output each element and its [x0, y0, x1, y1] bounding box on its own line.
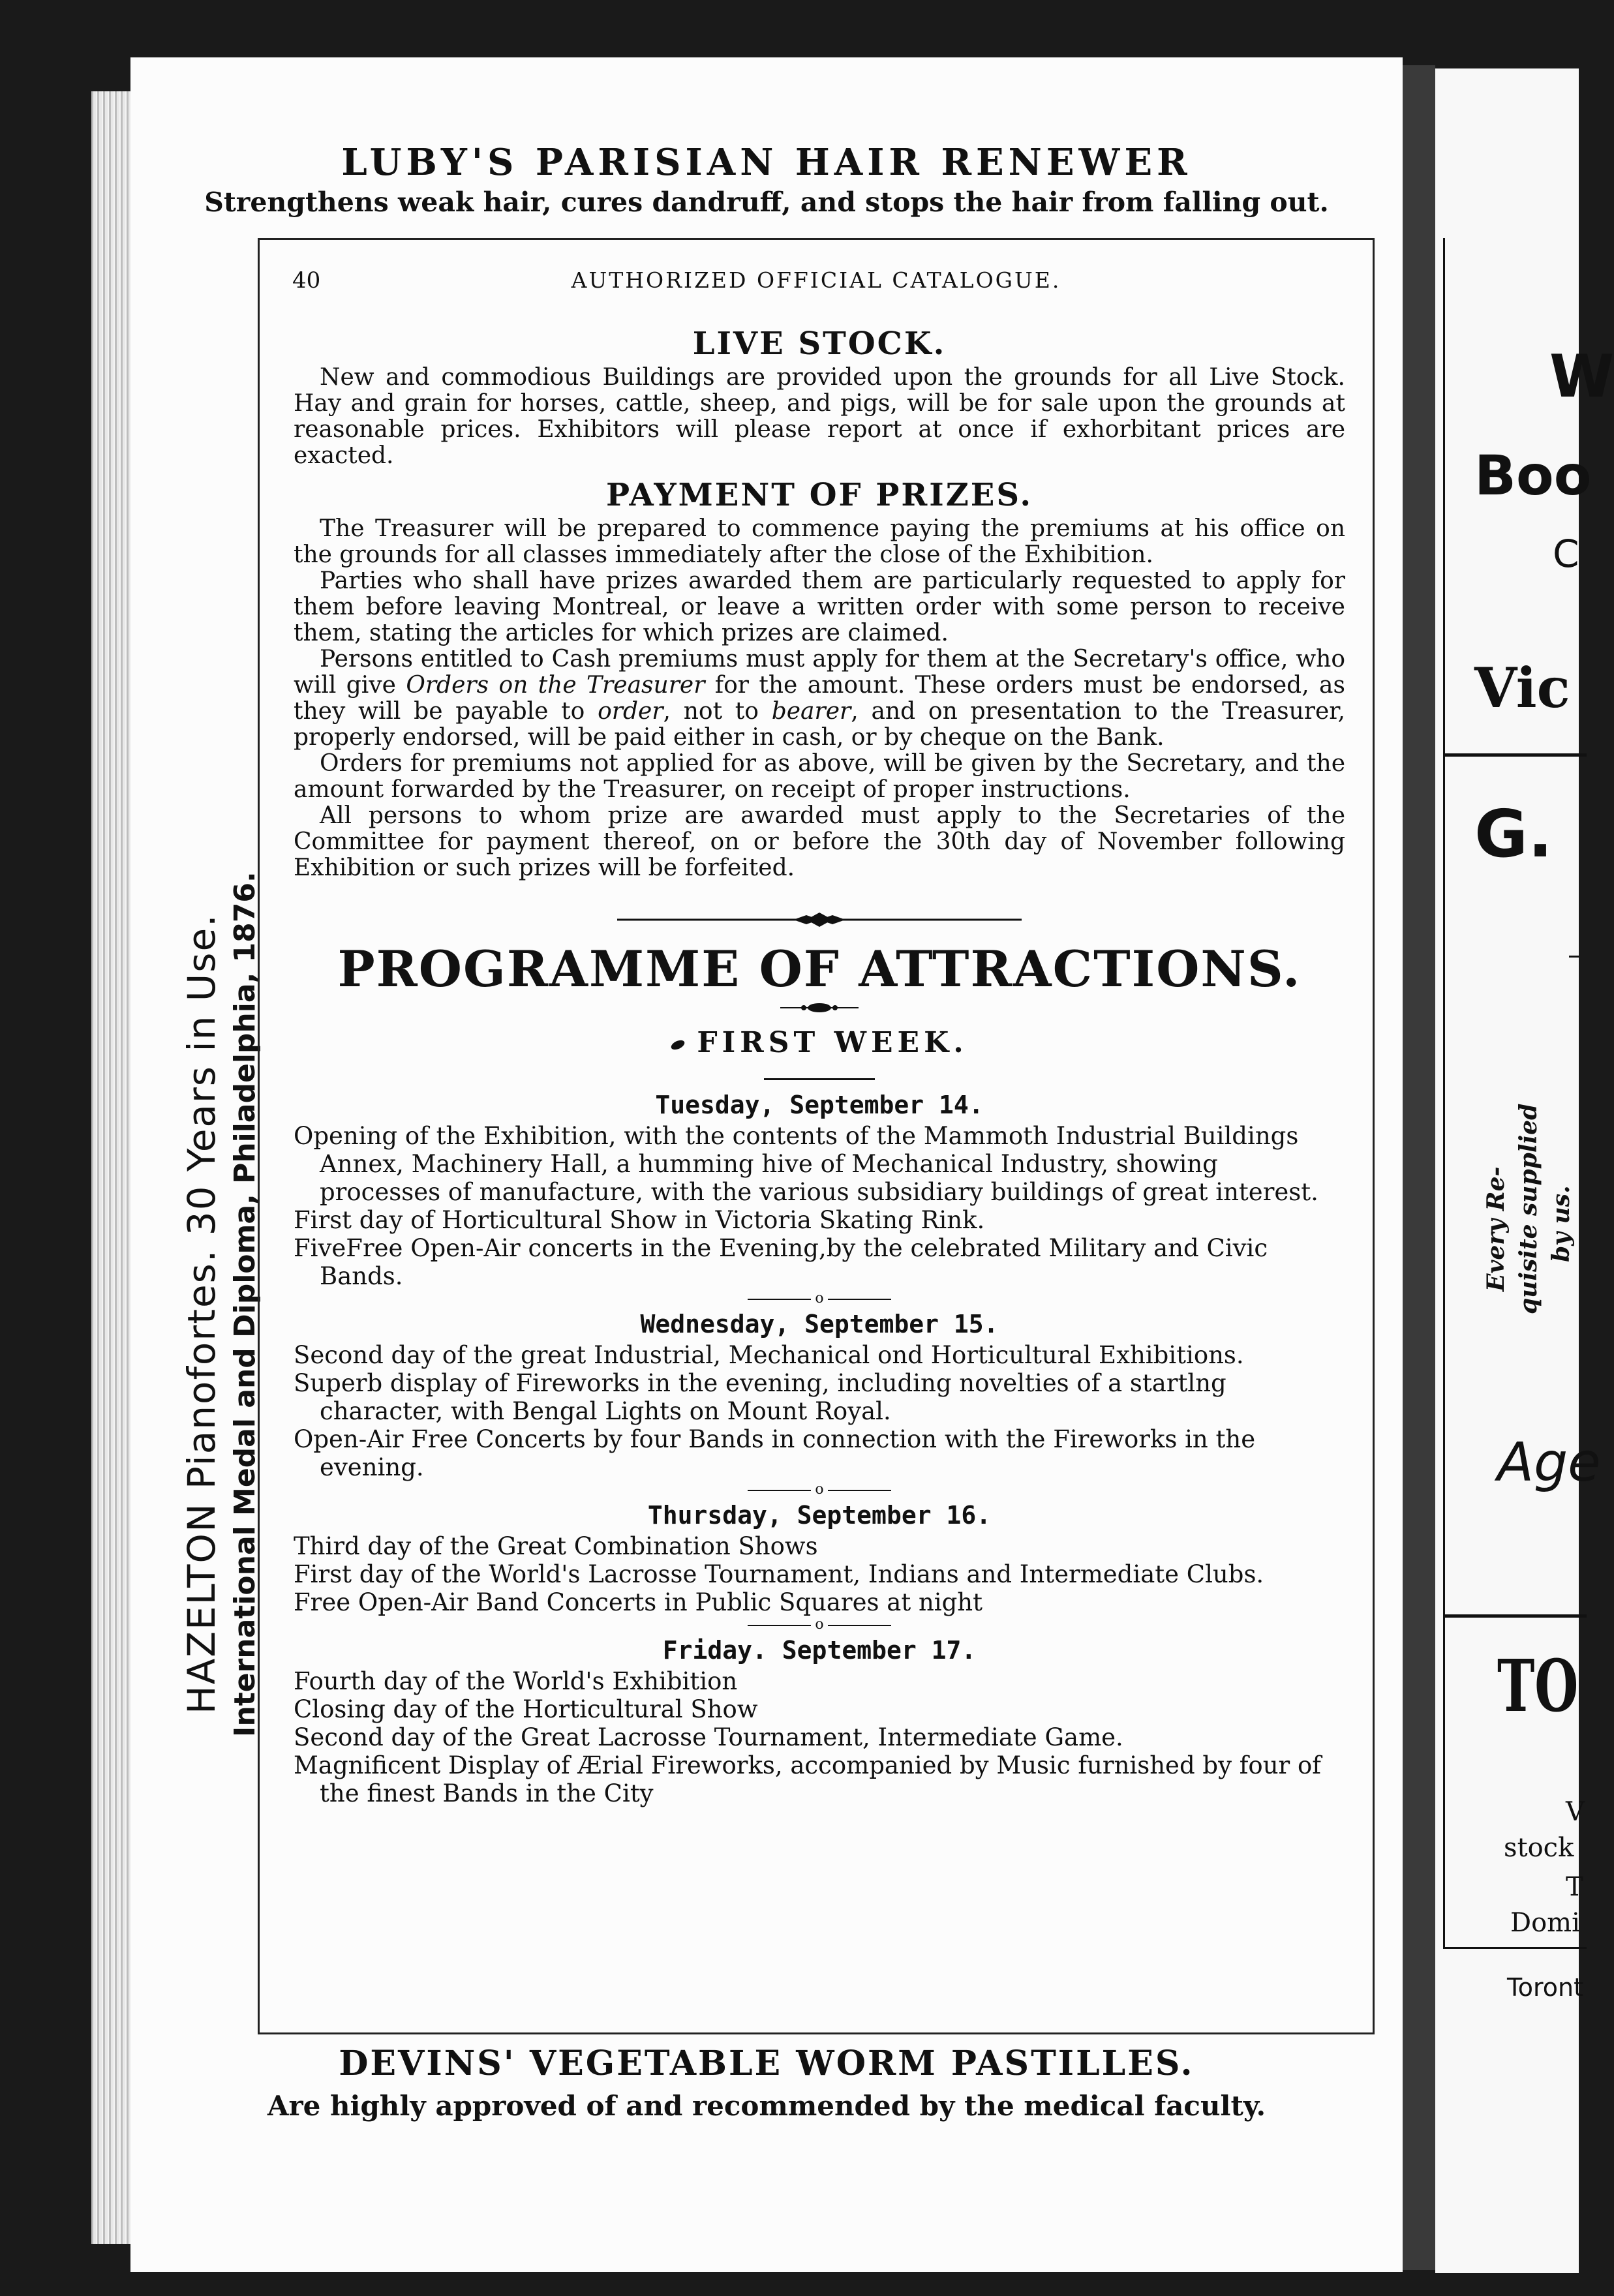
event-item: Superb display of Fireworks in the evening, including novelties of a startlng character, with Bengal Lights on Mount Royal. [294, 1369, 1226, 1425]
day-separator: o [748, 1618, 891, 1632]
day-heading: Tuesday, September 14. [655, 1091, 984, 1119]
sidebar-ad-line-2: International Medal and Diploma, Philadelphia, 1876. [228, 871, 262, 1737]
week-heading: FIRST WEEK. [294, 1022, 1345, 1064]
live-stock-paragraph: New and commodious Buildings are provided upon the grounds for all Live Stock. Hay and grain for horses, cattle, sheep, and pigs, will be for sale upon the grounds at reasonable prices. Exhibitors will please report at once if exhorbitant prices are exacted. [294, 364, 1345, 469]
event-item: Opening of the Exhibition, with the contents of the Mammoth Industrial Buildings Annex, Machinery Hall, a humming hive of Mechanical Industry, showing processes of manufacture, with the various subsidiary buildings of great interest. [294, 1122, 1318, 1206]
adjacent-rule [1443, 1947, 1587, 1949]
adjacent-page-border [1443, 238, 1445, 1947]
adjacent-fragment: C [1553, 532, 1579, 576]
running-head: AUTHORIZED OFFICIAL CATALOGUE. [571, 267, 1061, 293]
footer-ad-title: DEVINS' VEGETABLE WORM PASTILLES. [339, 2044, 1195, 2083]
day-friday [294, 1633, 1345, 1807]
event-item: Third day of the Great Combination Shows [294, 1532, 818, 1560]
small-ornament-icon [780, 999, 859, 1017]
adjacent-fragment: Every Re- [1482, 1166, 1510, 1292]
payment-heading: PAYMENT OF PRIZES. [605, 477, 1033, 513]
sidebar-ad-line-1: HAZELTON Pianofortes. 30 Years in Use. [179, 913, 224, 1714]
day-separator: o [748, 1483, 891, 1497]
day-wednesday [294, 1307, 1345, 1481]
adjacent-fragment: Age [1497, 1432, 1601, 1494]
payment-paragraph-1: The Treasurer will be prepared to commence paying the premiums at his office on the grounds for all classes immediately after the close of the Exhibition. [294, 515, 1345, 568]
event-item: Second day of the Great Lacrosse Tournament, Intermediate Game. [294, 1723, 1123, 1751]
day-heading: Thursday, September 16. [647, 1501, 992, 1530]
event-item: FiveFree Open-Air concerts in the Evening,by the celebrated Military and Civic Bands. [294, 1234, 1268, 1290]
day-thursday [294, 1498, 1345, 1616]
programme-title: PROGRAMME OF ATTRACTIONS. [337, 940, 1302, 998]
adjacent-fragment: quisite supplied [1515, 1103, 1542, 1314]
event-item: Closing day of the Horticultural Show [294, 1695, 758, 1723]
adjacent-fragment: V [1566, 1797, 1585, 1827]
content-frame [258, 238, 1375, 2034]
catalogue-page [130, 57, 1403, 2272]
adjacent-fragment: by us. [1547, 1185, 1575, 1262]
payment-paragraph-3: Persons entitled to Cash premiums must apply for them at the Secretary's office, who will give Orders on the Treasurer for the amount. These orders must be endorsed, as they will be payable to order, not to bearer, and on presentation to the Treasurer, properly endorsed, will be paid either in cash, or by cheque on the Bank. [294, 646, 1346, 751]
adjacent-fragment: TO [1497, 1644, 1579, 1728]
adjacent-fragment: Vic [1474, 656, 1570, 720]
week-rule [764, 1078, 875, 1080]
adjacent-fragment: Domi [1510, 1908, 1580, 1938]
day-heading: Friday. September 17. [662, 1636, 977, 1665]
page-content [294, 323, 1345, 1807]
payment-paragraph-4: Orders for premiums not applied for as above, will be given by the Secretary, and the amount forwarded by the Treasurer, on receipt of proper instructions. [294, 750, 1345, 803]
adjacent-rule [1443, 753, 1587, 757]
payment-paragraph-2: Parties who shall have prizes awarded them are particularly requested to apply for them before leaving Montreal, or leave a written order with some person to receive them, stating the articles for which prizes are claimed. [294, 567, 1345, 646]
header-ad-subtitle: Strengthens weak hair, cures dandruff, and stops the hair from falling out. [204, 187, 1329, 218]
event-item: Second day of the great Industrial, Mechanical ond Horticultural Exhibitions. [294, 1341, 1244, 1369]
live-stock-heading: LIVE STOCK. [692, 325, 947, 362]
day-tuesday [294, 1088, 1345, 1290]
event-item: Open-Air Free Concerts by four Bands in connection with the Fireworks in the evening. [294, 1425, 1256, 1481]
header-ad-title: LUBY'S PARISIAN HAIR RENEWER [341, 141, 1192, 184]
day-separator: o [748, 1292, 891, 1306]
adjacent-fragment: Boo [1474, 444, 1592, 507]
event-item: Fourth day of the World's Exhibition [294, 1667, 738, 1695]
ornamental-rule-icon [617, 903, 1022, 936]
adjacent-fragment: Toront [1507, 1973, 1584, 2002]
adjacent-fragment: stock [1504, 1833, 1574, 1863]
adjacent-page [1435, 68, 1614, 2273]
payment-paragraph-5: All persons to whom prize are awarded must apply to the Secretaries of the Committee for payment thereof, on or before the 30th day of November following Exhibition or such prizes will be forfeited. [294, 802, 1345, 881]
adjacent-fragment: G. [1474, 796, 1553, 872]
leaf-bullet-icon [670, 1038, 686, 1051]
page-number: 40 [292, 267, 321, 294]
footer-ad-subtitle: Are highly approved of and recommended by the medical faculty. [267, 2090, 1266, 2122]
event-item: Free Open-Air Band Concerts in Public Squares at night [294, 1588, 982, 1616]
adjacent-fragment: W [1549, 342, 1614, 411]
adjacent-rule [1569, 956, 1579, 958]
book-gutter-shadow [1403, 65, 1435, 2270]
event-item: First day of the World's Lacrosse Tournament, Indians and Intermediate Clubs. [294, 1560, 1264, 1588]
adjacent-rule [1443, 1614, 1587, 1618]
event-item: First day of Horticultural Show in Victoria Skating Rink. [294, 1206, 985, 1234]
day-heading: Wednesday, September 15. [640, 1310, 999, 1338]
adjacent-fragment: T [1566, 1872, 1583, 1902]
event-item: Magnificent Display of Ærial Fireworks, accompanied by Music furnished by four of the finest Bands in the City [294, 1751, 1321, 1807]
